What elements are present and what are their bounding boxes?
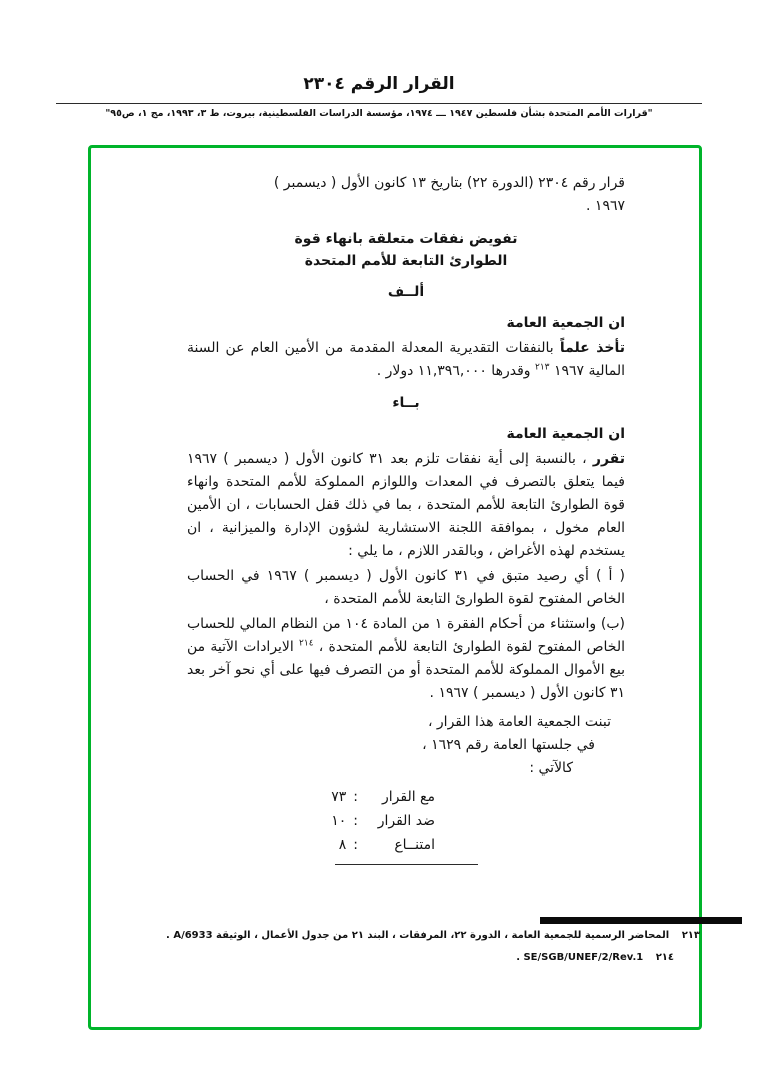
- subject-line-1: تفويض نفقات متعلقة بانهاء قوة: [294, 231, 518, 247]
- vote-row-against: [187, 809, 435, 833]
- footnote-number: ٢١٤: [655, 952, 674, 963]
- vote-label: مع القرار: [381, 789, 435, 805]
- vote-value: ٧٣: [331, 789, 347, 805]
- vote-tally: [187, 785, 435, 857]
- footnote-ref-214: ٢١٤: [299, 638, 314, 649]
- page-title: القرار الرقم ٢٣٠٤: [303, 74, 455, 94]
- adoption-line-1: تبنت الجمعية العامة هذا القرار ،: [427, 714, 611, 730]
- section-b-label: بــاء: [392, 395, 420, 411]
- vote-label: ضد القرار: [377, 813, 435, 829]
- footnote-ref-213: ٢١٣: [534, 362, 550, 373]
- intro-line-2: ١٩٦٧ .: [586, 198, 625, 214]
- vote-colon: :: [353, 789, 358, 805]
- section-a-text-after: وقدرها ١١,٣٩٦,٠٠٠ دولار .: [376, 363, 531, 379]
- section-a-paragraph: [187, 337, 625, 383]
- vote-row-abstain: [187, 833, 435, 857]
- resolution-frame: [88, 145, 702, 1030]
- vote-value: ٨: [338, 837, 347, 853]
- vote-colon: :: [353, 813, 358, 829]
- footnote-number: ٢١٣: [681, 930, 700, 941]
- intro-line-1: قرار رقم ٢٣٠٤ (الدورة ٢٢) بتاريخ ١٣ كانون الأول ( ديسمبر ): [273, 175, 625, 191]
- section-a-text: بالنفقات التقديرية المعدلة المقدمة من الأمين العام عن السنة المالية ١٩٦٧: [187, 340, 625, 379]
- section-b-text: ، بالنسبة إلى أية نفقات تلزم بعد ٣١ كانون الأول ( ديسمبر ) ١٩٦٧ فيما يتعلق بالتصرف في المعدات واللوازم المملوكة للأمم المتحدة وانهاء قوة الطوارئ التابعة للأمم المتحدة ، بما في ذلك قفل الحسابات ، ان الأمين العام مخول ، بموافقة اللجنة الاستشارية لشؤون الإدارة والميزانية ، ان يستخدم لهذه الأغراض ، وبالقدر اللازم ، ما يلي :: [187, 451, 625, 559]
- source-citation: "قرارات الأمم المتحدة بشأن فلسطين ١٩٤٧ ـــ ١٩٧٤، مؤسسة الدراسات الفلسطينية، بيروت، ط ٣، ١٩٩٣، مج ١، ص٩٥": [105, 108, 653, 119]
- section-a-lead: تأخذ علماً: [559, 340, 625, 356]
- resolution-intro: [187, 172, 625, 218]
- footnote-text: المحاضر الرسمية للجمعية العامة ، الدورة ٢٢، المرفقات ، البند ٢١ من جدول الأعمال ، الوثيقة A/6933 .: [166, 930, 670, 941]
- tally-underline: [335, 864, 478, 865]
- header-divider: [56, 103, 702, 104]
- item-a-paragraph: ( أ ) أي رصيد متبق في ٣١ كانون الأول ( ديسمبر ) ١٩٦٧ في الحساب الخاص المفتوح لقوة الطوارئ التابعة للأمم المتحدة ،: [187, 568, 626, 607]
- adoption-line-2: في جلستها العامة رقم ١٦٢٩ ،: [422, 737, 595, 753]
- item-b-paragraph: [187, 613, 625, 705]
- section-b-assembly: ان الجمعية العامة: [506, 426, 625, 442]
- vote-row-for: [187, 785, 435, 809]
- resolution-body: [91, 148, 699, 865]
- item-b-text: (ب) واستثناء من أحكام الفقرة ١ من المادة ١٠٤ من النظام المالي للحساب الخاص المفتوح لقوة الطوارئ التابعة للأمم المتحدة ،: [187, 616, 625, 655]
- footnotes: [80, 930, 700, 974]
- section-a-assembly: ان الجمعية العامة: [506, 315, 625, 331]
- vote-colon: :: [353, 837, 358, 853]
- footnote-213: [80, 930, 700, 941]
- vote-value: ١٠: [331, 813, 347, 829]
- item-b-text-after: الايرادات الآتية من بيع الأموال المملوكة للأمم المتحدة أو من التصرف فيها على أي نحو آخر بعد ٣١ كانون الأول ( ديسمبر ) ١٩٦٧ .: [187, 639, 625, 701]
- vote-label: امتنــاع: [394, 837, 435, 853]
- section-b-lead: تقرر: [592, 451, 626, 467]
- footnote-text: SE/SGB/UNEF/2/Rev.1 .: [516, 952, 644, 963]
- section-a-label: ألــف: [387, 284, 425, 300]
- section-b-paragraph: [187, 448, 625, 563]
- footnote-separator-bar: [540, 917, 742, 924]
- adoption-line-3: كالآتي :: [529, 760, 573, 776]
- resolution-subject: [187, 228, 625, 272]
- footnote-214: [80, 952, 674, 963]
- subject-line-2: الطوارئ التابعة للأمم المتحدة: [304, 253, 508, 269]
